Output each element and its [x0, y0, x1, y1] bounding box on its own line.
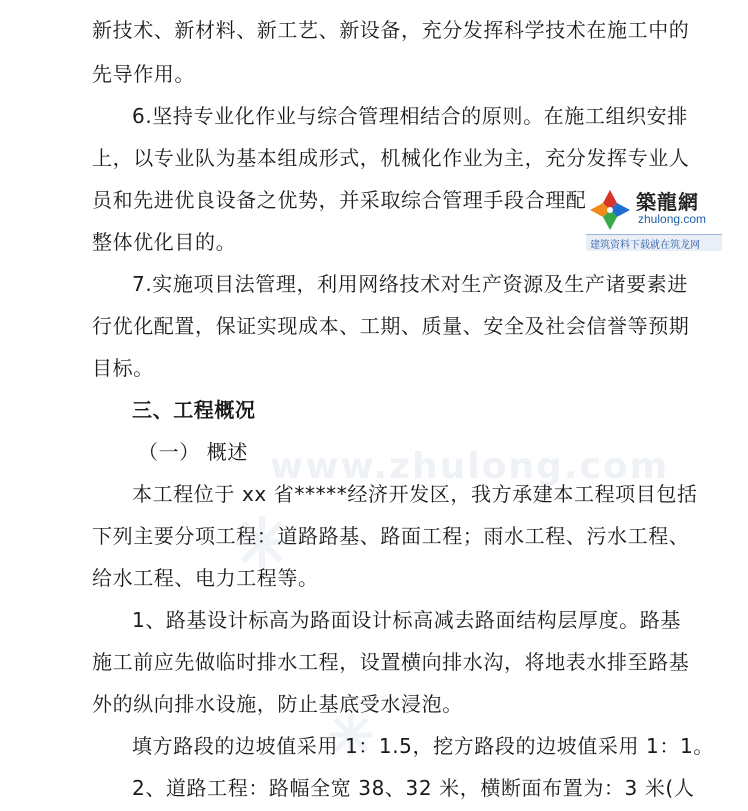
zhulong-logo: [586, 186, 722, 252]
paragraph-line: 1、路基设计标高为路面设计标高减去路面结构层厚度。路基: [132, 608, 681, 632]
paragraph-line: 行优化配置，保证实现成本、工期、质量、安全及社会信誉等预期: [92, 314, 690, 338]
zhulong-logo-icon: [586, 186, 634, 234]
paragraph-line: 本工程位于 xx 省*****经济开发区，我方承建本工程项目包括: [132, 482, 698, 506]
section-heading: 三、工程概况: [132, 398, 256, 422]
paragraph-line: 整体优化目的。: [92, 230, 237, 254]
paragraph-line: 2、道路工程：路幅全宽 38、32 米，横断面布置为：3 米(人: [132, 776, 695, 800]
paragraph-line: 外的纵向排水设施，防止基底受水浸泡。: [92, 692, 463, 716]
logo-tagline: 建筑资料下载就在筑龙网: [590, 240, 700, 251]
paragraph-line: 给水工程、电力工程等。: [92, 566, 319, 590]
subsection-heading: （一） 概述: [138, 440, 248, 464]
paragraph-line: 先导作用。: [92, 62, 195, 86]
paragraph-line: 上，以专业队为基本组成形式，机械化作业为主，充分发挥专业人: [92, 146, 690, 170]
logo-domain: zhulong.com: [638, 212, 707, 226]
logo-tagline-bar: [586, 234, 722, 251]
paragraph-line: 6.坚持专业化作业与综合管理相结合的原则。在施工组织安排: [132, 104, 688, 128]
paragraph-line: 新技术、新材料、新工艺、新设备，充分发挥科学技术在施工中的: [92, 18, 690, 42]
watermark-text: www.zhulong.com: [270, 446, 670, 487]
paragraph-line: 施工前应先做临时排水工程，设置横向排水沟，将地表水排至路基: [92, 650, 690, 674]
logo-title: 築龍網: [636, 190, 699, 214]
paragraph-line: 填方路段的边坡值采用 1：1.5，挖方路段的边坡值采用 1：1。: [132, 734, 714, 758]
paragraph-line: 目标。: [92, 356, 154, 380]
paragraph-line: 7.实施项目法管理，利用网络技术对生产资源及生产诸要素进: [132, 272, 688, 296]
paragraph-line: 下列主要分项工程：道路路基、路面工程；雨水工程、污水工程、: [92, 524, 690, 548]
paragraph-line: 员和先进优良设备之优势，并采取综合管理手段合理配: [92, 188, 587, 212]
